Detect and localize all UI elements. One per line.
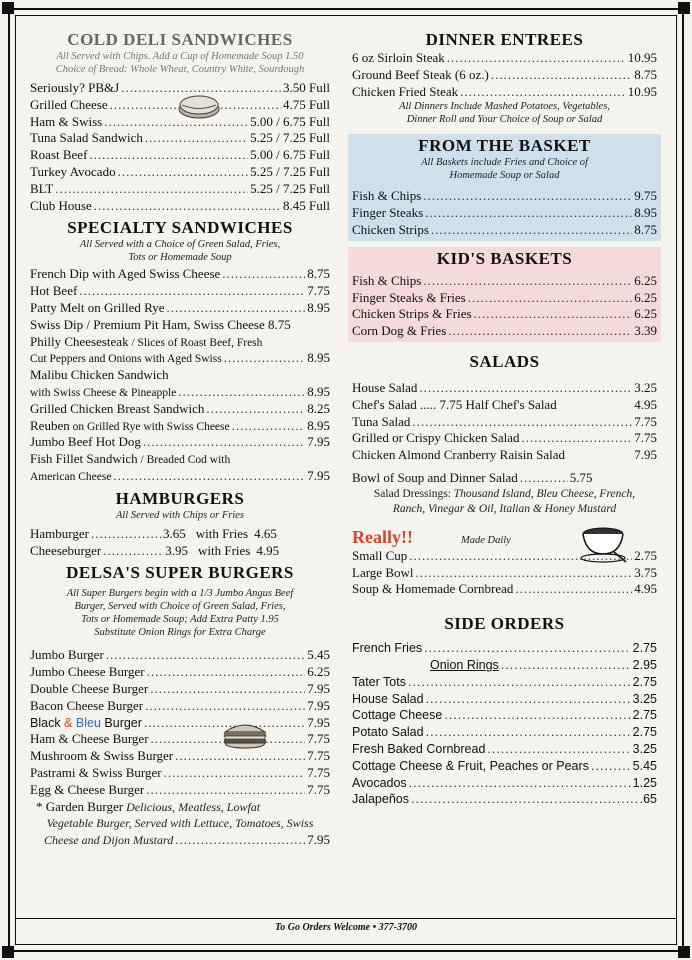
leader-dots <box>408 674 631 691</box>
item-name: Seriously? PB&J <box>30 80 120 95</box>
item-price: 1.25 <box>632 775 657 790</box>
item-price: 6.25 <box>307 664 330 680</box>
leader-dots <box>423 273 632 290</box>
item-price: 8.95 <box>307 299 330 315</box>
item-name: House Salad <box>352 691 424 706</box>
menu-item <box>352 414 657 431</box>
leader-dots <box>206 401 305 418</box>
leader-dots <box>79 283 305 300</box>
item-price: 9.75 <box>634 188 657 204</box>
corner-ornament <box>678 946 690 958</box>
item-price: 8.45 Full <box>283 197 330 213</box>
section-note: Dinner Roll and Your Choice of Soup or Salad <box>406 114 603 126</box>
menu-item <box>30 526 330 543</box>
section-title: FROM THE BASKET <box>418 136 591 156</box>
item-price: 8.95 <box>634 205 657 221</box>
menu-item <box>352 397 657 414</box>
menu-item <box>352 188 657 205</box>
leader-dots <box>487 741 630 758</box>
menu-item <box>352 640 657 657</box>
leader-dots <box>426 691 631 708</box>
super-burgers-section <box>30 563 330 849</box>
item-name: Tater Tots <box>352 674 406 689</box>
leader-dots <box>444 707 630 724</box>
menu-item <box>30 130 330 147</box>
item-option: with Fries <box>197 542 251 558</box>
item-name: Tuna Salad Sandwich <box>30 130 143 146</box>
soup-bowl-icon <box>578 522 628 564</box>
section-note: Burger, Served with Choice of Green Salad, Fries, <box>74 601 286 613</box>
item-price: 5.45 <box>307 647 330 663</box>
leader-dots <box>431 222 632 239</box>
menu-item <box>30 799 330 816</box>
item-price: 3.50 Full <box>283 80 330 95</box>
item-price: 7.95 <box>307 697 330 713</box>
item-name: Hamburger <box>30 525 89 541</box>
menu-item <box>352 758 657 775</box>
leader-dots <box>164 765 306 782</box>
item-price: 8.95 <box>307 383 330 399</box>
item-name: Chef's Salad ..... 7.75 Half Chef's Salad <box>352 396 557 412</box>
item-price: 7.75 <box>634 413 657 429</box>
leader-dots <box>426 724 631 741</box>
section-note: All Baskets include Fries and Choice of <box>421 157 588 169</box>
item-price: 7.95 <box>634 447 657 463</box>
section-note: All Served with Chips. Add a Cup of Homemade Soup 1.50 <box>56 51 304 62</box>
leader-dots <box>448 323 632 340</box>
right-column <box>352 30 657 808</box>
item-price: 7.75 <box>307 748 330 764</box>
menu-item <box>30 748 330 765</box>
menu-item <box>352 273 657 290</box>
footer-note: To Go Orders Welcome • 377-3700 <box>275 922 417 933</box>
menu-item <box>352 205 657 222</box>
item-price: 2.75 <box>632 641 657 656</box>
leader-dots <box>416 565 633 582</box>
leader-dots <box>474 306 633 323</box>
item-name: Fish & Chips <box>352 272 422 288</box>
burger-icon <box>220 718 270 750</box>
menu-item <box>352 323 657 340</box>
section-title: KID'S BASKETS <box>436 248 573 268</box>
item-price: 6.25 <box>634 272 657 288</box>
corner-ornament <box>2 2 14 14</box>
item-name-black: Black <box>30 715 61 730</box>
section-title: SIDE ORDERS <box>444 614 565 634</box>
corner-ornament <box>678 2 690 14</box>
item-description: / Slices of Roast Beef, Fresh <box>128 336 263 349</box>
hamburgers-section <box>30 489 330 560</box>
item-name: Philly Cheesesteak <box>30 333 129 349</box>
item-name: Ham & Cheese Burger <box>30 731 149 747</box>
item-name: Fish Fillet Sandwich <box>30 451 138 467</box>
item-price: 5.00 / 6.75 Full <box>250 113 330 129</box>
menu-item <box>352 775 657 792</box>
menu-item <box>30 266 330 283</box>
item-name: Ham & Swiss <box>30 113 103 129</box>
item-description: with Swiss Cheese & Pineapple <box>30 386 177 399</box>
menu-item <box>30 731 330 748</box>
menu-item <box>30 334 330 351</box>
menu-item <box>30 401 330 418</box>
dressings-note <box>352 487 657 502</box>
dressings-list: Ranch, Vinegar & Oil, Italian & Honey Mustard <box>392 502 617 515</box>
menu-item <box>30 198 330 215</box>
section-title: Really!! <box>352 526 413 547</box>
item-name-bleu: Bleu <box>75 715 101 730</box>
menu-item <box>30 715 330 732</box>
section-note: All Served with Chips or Fries <box>115 509 245 521</box>
item-price: 6.25 <box>634 306 657 322</box>
left-column <box>30 30 330 849</box>
leader-dots <box>118 164 249 181</box>
item-price: 5.00 / 6.75 Full <box>250 147 330 163</box>
leader-dots <box>167 300 306 317</box>
item-name: Grilled or Crispy Chicken Salad <box>352 430 520 446</box>
section-note: All Dinners Include Mashed Potatoes, Vegetables, <box>399 101 610 113</box>
leader-dots <box>520 470 568 487</box>
item-name <box>30 715 142 732</box>
menu-item <box>352 657 657 674</box>
item-name: BLT <box>30 180 54 196</box>
menu-item <box>30 418 330 435</box>
salads-section <box>352 352 657 517</box>
item-description: Vegetable Burger, Served with Lettuce, Tomatoes, Swiss <box>46 816 314 831</box>
item-price: 7.75 <box>634 430 657 446</box>
item-name: Corn Dog & Fries <box>352 323 447 339</box>
item-price: 10.95 <box>627 50 657 65</box>
item-price: 7.95 <box>307 434 330 450</box>
item-name: Grilled Chicken Breast Sandwich <box>30 400 205 416</box>
menu-item <box>30 543 330 560</box>
item-price: 7.95 <box>307 832 330 848</box>
section-note: Tots or Homemade Soup <box>128 252 232 264</box>
leader-dots <box>468 290 633 307</box>
menu-item <box>352 447 657 464</box>
item-price: 5.25 / 7.25 Full <box>250 163 330 179</box>
leader-dots <box>150 681 305 698</box>
leader-dots <box>145 698 305 715</box>
item-name: Bacon Cheese Burger <box>30 697 144 713</box>
leader-dots <box>515 581 632 598</box>
menu-item <box>30 664 330 681</box>
item-price: 6.25 <box>634 289 657 305</box>
menu-item <box>352 84 657 101</box>
kids-section <box>348 247 661 342</box>
item-price: 7.95 <box>307 467 330 483</box>
section-title: SPECIALTY SANDWICHES <box>67 218 293 238</box>
item-price: 2.95 <box>632 657 657 672</box>
item-name: Small Cup <box>352 547 408 563</box>
item-description: Cheese and Dijon Mustard <box>44 833 174 848</box>
leader-dots <box>224 350 306 367</box>
item-price: 3.25 <box>632 741 657 756</box>
item-name-burger: Burger <box>104 715 142 730</box>
item-name: Chicken Fried Steak <box>352 83 459 99</box>
item-name: Large Bowl <box>352 564 414 580</box>
menu-item <box>352 222 657 239</box>
section-title: HAMBURGERS <box>115 488 245 508</box>
footer-divider <box>15 918 677 919</box>
item-price: 3.95 <box>165 542 188 558</box>
menu-item <box>352 724 657 741</box>
menu-item <box>30 451 330 468</box>
menu-item <box>30 283 330 300</box>
item-price: 3.25 <box>632 691 657 706</box>
item-name: Soup & Homemade Cornbread <box>352 581 514 597</box>
item-name: Jumbo Burger <box>30 647 104 663</box>
sandwich-icon <box>176 92 222 120</box>
item-name: Fish & Chips <box>352 188 422 204</box>
item-price: 3.39 <box>634 323 657 339</box>
item-name: Club House <box>30 197 92 213</box>
item-name: French Dip with Aged Swiss Cheese <box>30 266 221 282</box>
item-name: Potato Salad <box>352 725 424 740</box>
leader-dots <box>146 782 305 799</box>
leader-dots <box>501 657 631 674</box>
item-name: Chicken Almond Cranberry Raisin Salad <box>352 447 566 463</box>
menu-item <box>30 147 330 164</box>
item-name: House Salad <box>352 379 418 395</box>
item-price: 4.95 <box>634 396 657 412</box>
item-description: Cut Peppers and Onions with Aged Swiss <box>30 353 222 366</box>
leader-dots <box>424 640 631 657</box>
item-price: 4.65 <box>254 525 277 541</box>
item-price: 2.75 <box>634 547 657 563</box>
leader-dots <box>103 543 163 560</box>
item-name: Egg & Cheese Burger <box>30 781 145 797</box>
leader-dots <box>447 50 626 67</box>
item-price: 4.95 <box>634 581 657 597</box>
item-name: 6 oz Sirloin Steak <box>352 50 445 65</box>
leader-dots <box>145 130 248 147</box>
item-name: Grilled Cheese <box>30 96 108 112</box>
item-name: Chicken Strips <box>352 221 429 237</box>
section-note: Substitute Onion Rings for Extra Charge <box>94 627 266 639</box>
item-description: Delicious, Meatless, Lowfat <box>123 799 261 814</box>
item-price: 2.75 <box>632 725 657 740</box>
item-name: Mushroom & Swiss Burger <box>30 748 174 764</box>
section-title: COLD DELI SANDWICHES <box>67 30 293 49</box>
leader-dots <box>106 647 305 664</box>
item-name: Cottage Cheese & Fruit, Peaches or Pears <box>352 758 589 773</box>
section-note: Tots or Homemade Soup; Add Extra Patty 1.95 <box>81 614 279 626</box>
item-price: 2.75 <box>632 674 657 689</box>
item-name: Hot Beef <box>30 283 78 299</box>
item-price: 10.95 <box>627 83 657 99</box>
menu-item <box>30 164 330 181</box>
menu-item <box>30 647 330 664</box>
item-price: 3.75 <box>634 564 657 580</box>
item-name: Chicken Strips & Fries <box>352 306 472 322</box>
item-price: 8.95 <box>307 417 330 433</box>
leader-dots <box>89 147 248 164</box>
corner-ornament <box>2 946 14 958</box>
item-name: Turkey Avocado <box>30 163 116 179</box>
item-name: Pastrami & Swiss Burger <box>30 764 162 780</box>
menu-item <box>30 765 330 782</box>
item-price: 5.25 / 7.25 Full <box>250 130 330 146</box>
menu-item-line2 <box>30 832 330 849</box>
item-name: Patty Melt on Grilled Rye <box>30 299 165 315</box>
item-price: 7.75 <box>307 764 330 780</box>
leader-dots <box>175 832 305 849</box>
item-name: Finger Steaks <box>352 205 424 221</box>
leader-dots <box>232 418 306 435</box>
item-price: 3.25 <box>634 379 657 395</box>
item-name: Onion Rings <box>430 657 499 672</box>
item-description: American Cheese <box>30 470 112 483</box>
leader-dots <box>143 434 305 451</box>
leader-dots <box>222 266 305 283</box>
menu-item <box>30 698 330 715</box>
menu-item <box>352 674 657 691</box>
leader-dots <box>147 664 306 681</box>
leader-dots <box>419 380 632 397</box>
menu-item <box>352 470 657 487</box>
item-name <box>30 418 230 435</box>
menu-item <box>352 290 657 307</box>
specialty-section <box>30 218 330 484</box>
section-note: Homemade Soup or Salad <box>449 170 560 182</box>
item-name-text: Reuben <box>30 417 70 433</box>
menu-item <box>352 430 657 447</box>
item-price: 4.75 Full <box>283 96 330 112</box>
leader-dots <box>411 791 638 808</box>
item-price: 7.75 <box>307 781 330 797</box>
item-price: 5.75 <box>569 469 593 485</box>
menu-item <box>352 67 657 84</box>
menu-item <box>30 181 330 198</box>
leader-dots <box>55 181 248 198</box>
item-price: .65 <box>639 792 657 807</box>
item-name: French Fries <box>352 641 423 656</box>
item-name: Fresh Baked Cornbread <box>352 741 486 756</box>
cold-deli-section <box>30 30 330 214</box>
item-description: / Breaded Cod with <box>137 454 231 467</box>
item-option: with Fries <box>195 525 249 541</box>
menu-item-line2 <box>30 384 330 401</box>
item-price: 8.25 <box>307 400 330 416</box>
item-price: 7.75 <box>307 731 330 747</box>
basket-section <box>348 134 661 240</box>
leader-dots <box>178 384 305 401</box>
leader-dots <box>94 198 281 215</box>
menu-item <box>352 380 657 397</box>
item-name: Ground Beef Steak (6 oz.) <box>352 66 489 82</box>
leader-dots <box>460 84 626 101</box>
section-note: All Super Burgers begin with a 1/3 Jumbo Angus Beef <box>66 588 294 600</box>
leader-dots <box>491 67 632 84</box>
item-name: Cottage Cheese <box>352 708 443 723</box>
item-name: Bowl of Soup and Dinner Salad <box>352 469 518 485</box>
section-note: Made Daily <box>460 534 511 546</box>
item-price: 8.75 <box>634 221 657 237</box>
leader-dots <box>409 775 631 792</box>
section-title: DELSA'S SUPER BURGERS <box>66 563 294 583</box>
section-title: DINNER ENTREES <box>425 30 584 49</box>
item-price: 7.95 <box>307 714 330 730</box>
item-price: 7.75 <box>307 283 330 299</box>
item-name: Avocados <box>352 775 407 790</box>
leader-dots <box>425 205 632 222</box>
leader-dots <box>175 748 305 765</box>
dressings-label: Salad Dressings: <box>373 487 451 500</box>
section-title: SALADS <box>469 351 540 371</box>
item-name: * Garden Burger <box>36 798 124 814</box>
item-description: on Grilled Rye with Swiss Cheese <box>69 420 230 433</box>
menu-item-line2 <box>30 468 330 485</box>
leader-dots <box>591 758 631 775</box>
item-name: Jumbo Cheese Burger <box>30 664 145 680</box>
section-note: Choice of Bread: Whole Wheat, Country White, Sourdough <box>55 64 305 75</box>
menu-item <box>30 681 330 698</box>
menu-item: Swiss Dip / Premium Pit Ham, Swiss Cheese 8.75 <box>30 316 291 332</box>
item-name: Tuna Salad <box>352 413 411 429</box>
sides-section <box>352 614 657 808</box>
item-name: Finger Steaks & Fries <box>352 289 466 305</box>
item-name-amp: & <box>64 715 73 730</box>
menu-item <box>352 581 657 598</box>
menu-item <box>352 791 657 808</box>
item-price: 3.65 <box>162 525 186 541</box>
item-price: 8.75 <box>307 266 330 282</box>
menu-item <box>30 434 330 451</box>
item-name: Malibu Chicken Sandwich <box>30 367 169 383</box>
menu-item <box>30 300 330 317</box>
menu-item <box>352 691 657 708</box>
dressings-list: Thousand Island, Bleu Cheese, French, <box>450 487 636 500</box>
item-price: 8.75 <box>634 66 657 82</box>
menu-item <box>30 782 330 799</box>
item-price: 4.95 <box>256 542 280 558</box>
leader-dots <box>412 414 632 431</box>
leader-dots <box>113 468 305 485</box>
item-name: Double Cheese Burger <box>30 680 149 696</box>
item-price: 7.95 <box>307 680 330 696</box>
menu-item <box>352 707 657 724</box>
leader-dots <box>522 430 633 447</box>
item-name: Jalapeños <box>352 792 409 807</box>
section-note: All Served with a Choice of Green Salad, Fries, <box>79 239 281 251</box>
item-price: 5.45 <box>632 758 657 773</box>
leader-dots <box>423 188 632 205</box>
item-name: Roast Beef <box>30 147 88 163</box>
item-name: Cheeseburger <box>30 542 102 558</box>
menu-item <box>352 50 657 67</box>
menu-item <box>352 306 657 323</box>
item-price: 5.25 / 7.25 Full <box>250 180 330 196</box>
item-name: Jumbo Beef Hot Dog <box>30 434 141 450</box>
dinner-section <box>352 30 657 126</box>
menu-item <box>352 565 657 582</box>
menu-item <box>352 741 657 758</box>
item-price: 8.95 <box>307 350 330 366</box>
menu-item-line2 <box>30 350 330 367</box>
leader-dots <box>91 526 161 543</box>
item-price: 2.75 <box>632 708 657 723</box>
